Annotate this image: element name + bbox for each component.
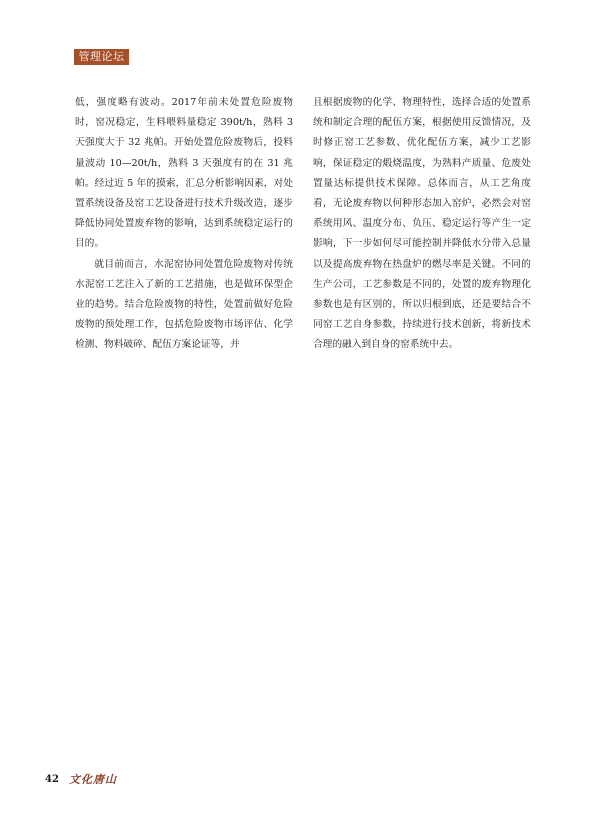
section-tag: 管理论坛 [74, 49, 129, 65]
article-right-column [313, 93, 531, 356]
page-number: 42 [45, 774, 59, 785]
article-left-column [75, 93, 293, 356]
magazine-logo: 文化唐山 [69, 773, 117, 786]
paragraph: 就目前而言，水泥窑协同处置危险废物对传统水泥窑工艺注入了新的工艺措施，也是做环保型企业的趋势。结合危险废物的特性，处置前做好危险废物的预处理工作，包括危险废物市场评估、化学检测、物料破碎、配伍方案论证等，并 [75, 258, 293, 351]
paragraph: 低，强度略有波动。2017年前未处置危险废物时，窑况稳定，生料喂料量稳定 390t/h，熟料 3 天强度大于 32 兆帕。开始处置危险废物后，投料量波动 10—20t/h，熟料 3 天强度有的在 31 兆帕。经过近 5 年的摸索，汇总分析影响因素，对处置系统设备及窑工艺设备进行技术升级改造，逐步降低协同处置废弃物的影响，达到系统稳定运行的目的。 [75, 97, 293, 250]
paragraph: 且根据废物的化学、物理特性，选择合适的处置系统和制定合理的配伍方案，根据使用反馈情况，及时修正窑工艺参数、优化配伍方案，减少工艺影响，保证稳定的煅烧温度，为熟料产质量、危废处置量达标提供技术保障。总体而言，从工艺角度看，无论废弃物以何种形态加入窑炉，必然会对窑系统用风、温度分布、负压、稳定运行等产生一定影响，下一步如何尽可能控制并降低水分带入总量以及提高废弃物在热盘炉的燃尽率是关键。不同的生产公司，工艺参数是不同的，处置的废弃物理化参数也是有区别的，所以归根到底，还是要结合不同窑工艺自身参数，持续进行技术创新，将新技术合理的融入到自身的窑系统中去。 [313, 97, 531, 351]
